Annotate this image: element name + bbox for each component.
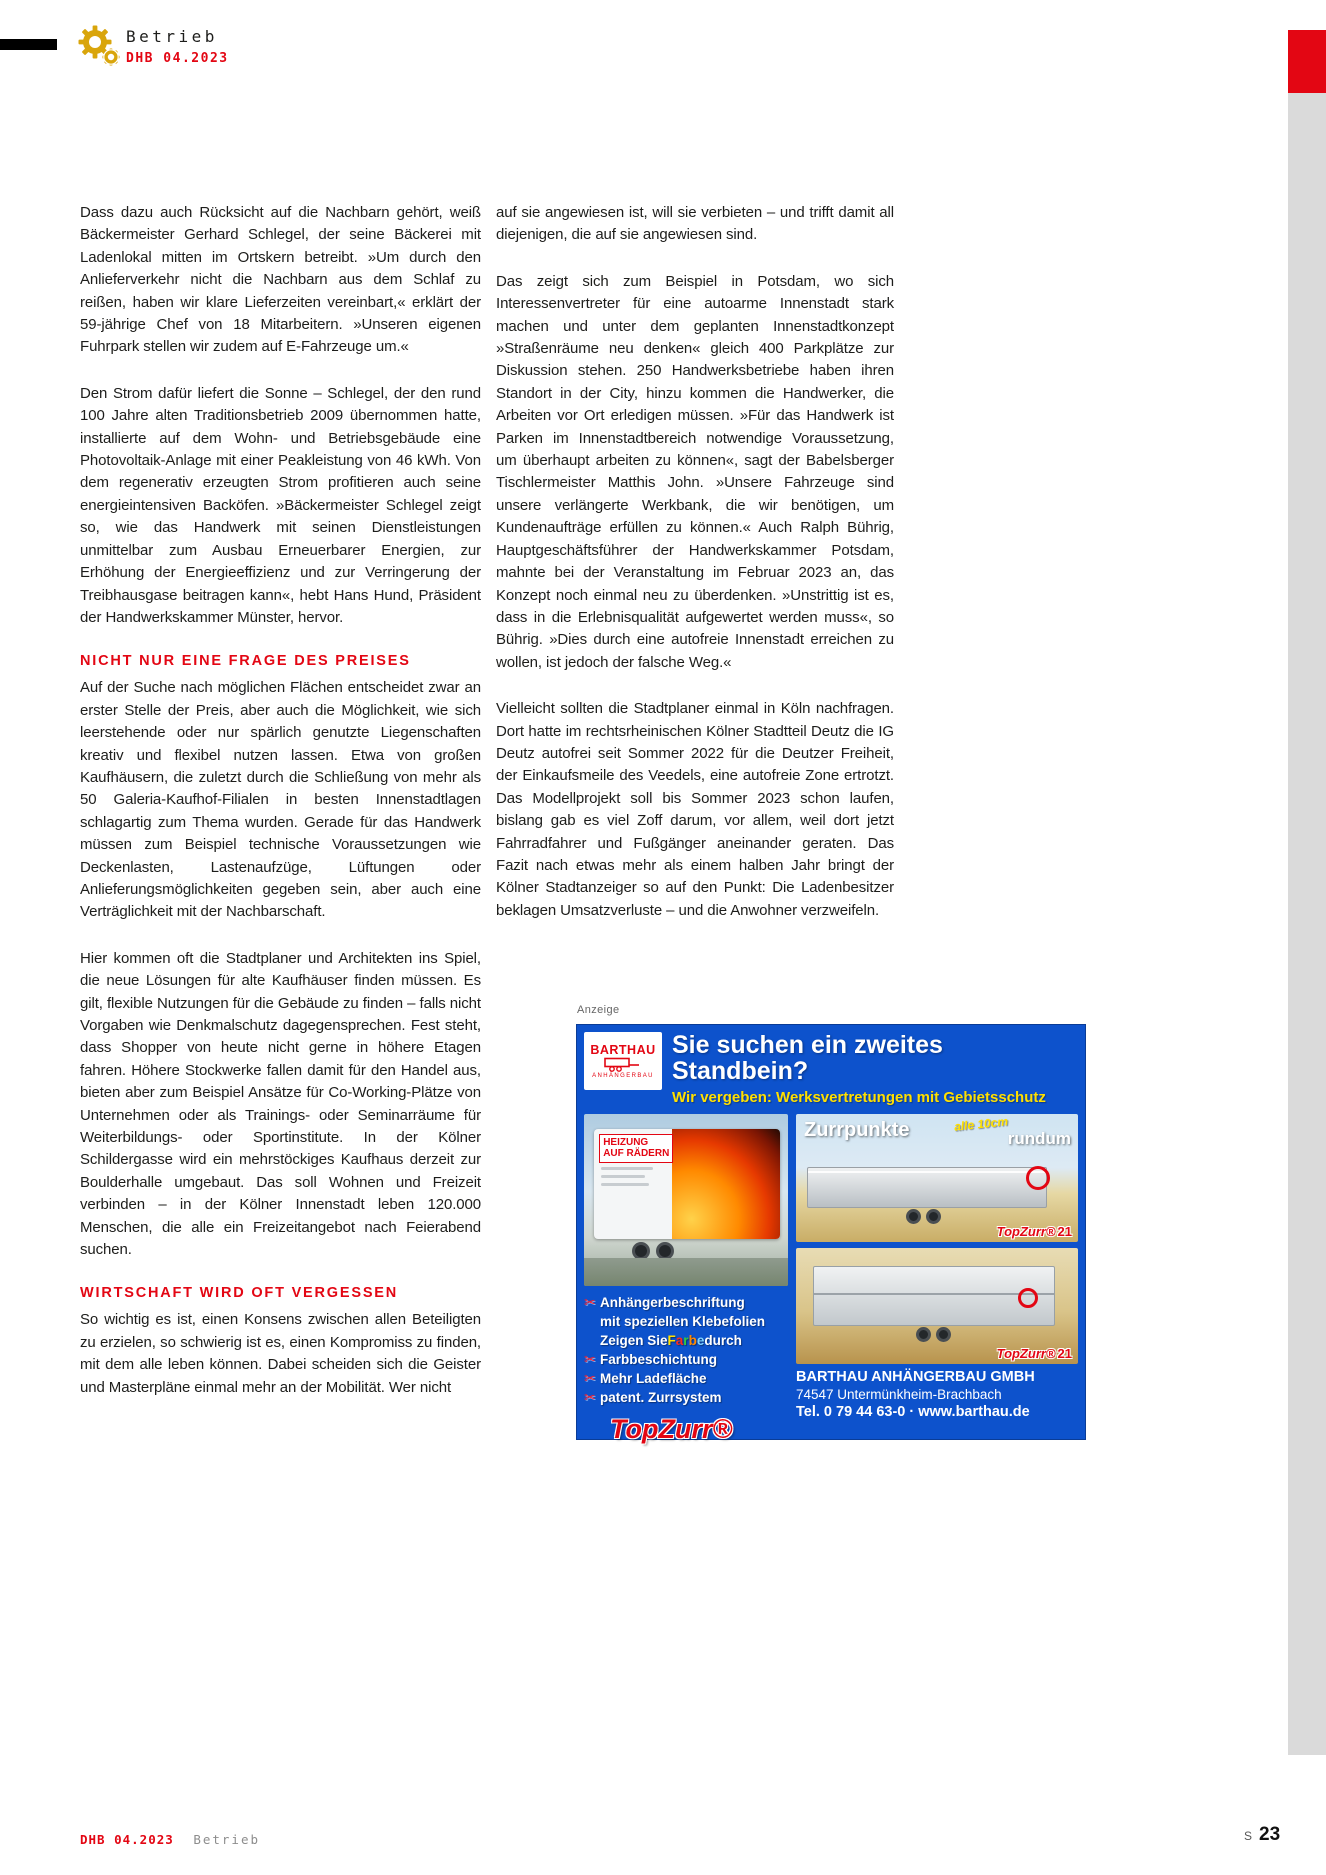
rundum-text: rundum: [1007, 1128, 1071, 1148]
paragraph: Hier kommen oft die Stadtplaner und Architekten ins Spiel, die neue Lösungen für alte Kaufhäuser finden müssen. Es gilt, flexible Nutzungen für die Gebäude zu finden – falls nicht Vorgaben wie Denkmalschutz dagegensprechen. Fest steht, dass Shopper von heute nicht gerne in höhere Etagen fahren. Höhere Stockwerke fallen damit für den Handel aus, bieten aber zum Beispiel Ansätze für Co-Working-Plätze von Unternehmen oder als Trainings- oder Seminarräume für Weiterbildungs- oder Sportinstitute. In der Kölner Schildergasse wird ein mehrstöckiges Kaufhaus derzeit zur Boulderhalle umgebaut. Das soll Wohnen und Freizeit verbinden – in der Kölner Innenstadt leben 120.000 Menschen, die alle ein Freizeitangebot nach Feierabend suchen.: [80, 949, 481, 1259]
ad-headline-block: [672, 1032, 1078, 1106]
issue-label: DHB 04.2023: [126, 51, 229, 66]
flatbed-trailer-illustration: [807, 1167, 1047, 1207]
ad-left-column: [584, 1114, 788, 1445]
heizung-line2: AUF RÄDERN: [603, 1148, 670, 1160]
flame-graphic: [672, 1129, 780, 1239]
wheel: [906, 1209, 921, 1224]
zurr-point-icon: [1026, 1166, 1050, 1190]
topzurr-badge: [997, 1224, 1072, 1239]
farbe-letter: F: [667, 1332, 676, 1348]
ad-marker-label: Anzeige: [577, 1004, 620, 1016]
ad-headline: Sie suchen ein zweites Standbein?: [672, 1031, 943, 1086]
trailer-icon: [603, 1057, 643, 1072]
page-letter: S: [1244, 1829, 1253, 1843]
fine-print-line: [601, 1175, 645, 1178]
barthau-logo-sub: ANHÄNGERBAU: [592, 1073, 654, 1079]
feature-text: Anhängerbeschriftung: [600, 1294, 745, 1310]
feature-item: [584, 1350, 788, 1369]
wheel: [632, 1242, 650, 1260]
paragraph: Auf der Suche nach möglichen Flächen entscheidet zwar an erster Stelle der Preis, aber auch die Möglichkeit, wie sich leerstehende oder nur spärlich genutzte Liegenschaften kreativ und flexibel nutzen lassen. Etwa von großen Kaufhäusern, die zuletzt durch die Schließung von mehr als 50 Galeria-Kaufhof-Filialen in besten Innenstadtlagen schlagartig zum Thema wurden. Gerade für das Handwerk müssen zum Beispiel technische Voraussetzungen wie Deckenlasten, Lastenaufzüge, Lüftungen oder Anlieferungsmöglichkeiten gegeben sein, aber auch eine Verträglichkeit mit der Nachbarschaft.: [80, 679, 481, 921]
paragraph: Vielleicht sollten die Stadtplaner einmal in Köln nachfragen. Dort hatte im rechtsrheinischen Kölner Stadtteil Deutz die IG Deutz autofrei seit Sommer 2022 für die Deutzer Freiheit, der Einkaufsmeile des Veedels, eine autofreie Zone ertrotzt. Das Modellprojekt soll bis Sommer 2023 schon laufen, bislang gab es viel Zoff darum, vor allem, weil dort jetzt Fahrradfahrer und Fußgänger aneinander geraten. Das Fazit nach etwas mehr als einem halben Jahr bringt der Kölner Stadtanzeiger so auf den Punkt: Die Ladenbesitzer beklagen Umsatzverluste – und die Anwohner verzweifeln.: [496, 700, 894, 919]
footer: [80, 1832, 260, 1847]
feature-item: [584, 1331, 788, 1350]
wheel: [916, 1327, 931, 1342]
ad-company-block: [796, 1369, 1078, 1420]
ad-feature-list: [584, 1293, 788, 1407]
trailer-rail: [808, 1171, 1046, 1173]
feature-text: Farbbeschichtung: [600, 1351, 718, 1367]
company-address: 74547 Untermünkheim-Brachbach: [796, 1386, 1002, 1402]
subheading: WIRTSCHAFT WIRD OFT VERGESSEN: [80, 1285, 399, 1302]
farbe-letter: e: [696, 1332, 705, 1348]
ad-body: [584, 1114, 1078, 1445]
farbe-letter: b: [688, 1332, 697, 1348]
wheel: [936, 1327, 951, 1342]
footer-section: Betrieb: [193, 1832, 261, 1847]
scissors-icon: ✂: [584, 1350, 596, 1367]
page-number: [1244, 1824, 1280, 1846]
topzurr-trailer-photo: [796, 1248, 1078, 1364]
zurrpunkte-trailer-photo: [796, 1114, 1078, 1242]
gear-icon: [76, 22, 122, 68]
ground: [584, 1258, 788, 1286]
barthau-logo-name: BARTHAU: [590, 1043, 656, 1057]
barthau-advertisement: [576, 1024, 1086, 1444]
footer-issue: DHB 04.2023: [80, 1832, 174, 1847]
section-title: Betrieb: [126, 27, 218, 46]
page-num: 23: [1259, 1824, 1281, 1845]
feature-item: [584, 1388, 788, 1407]
barthau-logo: [584, 1032, 662, 1090]
alle-10cm-text: alle 10cm: [953, 1113, 1009, 1134]
top-left-rule: [0, 39, 57, 50]
topzurr-badge: [997, 1346, 1072, 1361]
section-logo: [76, 22, 122, 68]
box-trailer-illustration: [594, 1129, 780, 1239]
scissors-icon: ✂: [584, 1388, 596, 1405]
farbe-letter: a: [675, 1332, 684, 1348]
topzurr-number: 21: [1057, 1223, 1072, 1239]
zurrpunkte-text: Zurrpunkte: [804, 1118, 910, 1141]
topzurr-number: 21: [1057, 1345, 1072, 1361]
wheel: [656, 1242, 674, 1260]
scissors-icon: ✂: [584, 1369, 596, 1386]
company-name: BARTHAU ANHÄNGERBAU GMBH: [796, 1368, 1035, 1385]
topzurr-brand: TopZurr®: [996, 1345, 1056, 1361]
feature-text: Zeigen Sie: [600, 1332, 668, 1348]
paragraph: So wichtig es ist, einen Konsens zwischen allen Beteiligten zu erzielen, so schwierig ist es, einen Kompromiss zu finden, mit dem alle leben können. Dabei scheiden sich die Geister und Masterpläne einmal mehr an der Mobilität. Wer nicht: [80, 1311, 481, 1396]
paragraph: Dass dazu auch Rücksicht auf die Nachbarn gehört, weiß Bäckermeister Gerhard Schlegel, der seine Bäckerei mit Ladenlokal mitten im Ortskern betreibt. »Um durch den Anlieferverkehr nicht die Nachbarn aus dem Schlaf zu reißen, haben wir klare Lieferzeiten vereinbart,« erklärt der 59-jährige Chef von 18 Mitarbeitern. »Unseren eigenen Fuhrpark stellen wir zudem auf E-Fahrzeuge um.«: [80, 204, 481, 356]
feature-item: [584, 1369, 788, 1388]
subheading: NICHT NUR EINE FRAGE DES PREISES: [80, 653, 411, 670]
topzurr-logo: TopZurr®: [610, 1413, 733, 1444]
feature-item: [584, 1293, 788, 1312]
paragraph: Das zeigt sich zum Beispiel in Potsdam, wo sich Interessenvertreter für eine autoarme Innenstadt stark machen und unter dem geplanten Innenstadtkonzept »Straßenräume neu denken« gleich 400 Parkplätze zur Diskussion stehen. 250 Handwerksbetriebe haben ihren Standort in der City, hinzu kommen die Handwerker, die Arbeiten vor Ort erledigen müssen. »Für das Handwerk ist Parken im Innenstadtbereich notwendige Voraussetzung, um überhaupt arbeiten zu können«, sagt der Babelsberger Tischlermeister Matthis John. »Unsere Fahrzeuge sind unsere verlängerte Werkbank, die wir benötigen, um Kundenaufträge erfüllen zu können.« Auch Ralph Bührig, Hauptgeschäftsführer der Handwerkskammer Potsdam, mahnte bei der Veranstaltung im Februar 2023 an, das Konzept noch einmal neu zu überdenken. »Unstrittig ist es, dass in die Erlebnisqualität aufgewertet werden muss«, so Bührig. »Dies durch eine autofreie Innenstadt erreichen zu wollen, ist jedoch der falsche Weg.«: [496, 272, 894, 671]
side-thumb-strip: [1288, 93, 1326, 1755]
feature-text: Mehr Ladefläche: [600, 1370, 707, 1386]
fine-print-line: [601, 1183, 649, 1186]
ad-subline: Wir vergeben: Werksvertretungen mit Gebietsschutz: [672, 1088, 1046, 1106]
farbe-letter: r: [683, 1332, 689, 1348]
feature-text: patent. Zurrsystem: [600, 1389, 722, 1405]
feature-text: durch: [704, 1332, 742, 1348]
feature-item: [584, 1312, 788, 1331]
article-column-left: [80, 202, 481, 1423]
heizung-trailer-photo: [584, 1114, 788, 1286]
paragraph: auf sie angewiesen ist, will sie verbieten – und trifft damit all diejenigen, die auf sie angewiesen sind.: [496, 204, 894, 244]
topzurr-brand: TopZurr®: [996, 1223, 1056, 1239]
red-corner-tab: [1288, 30, 1326, 93]
heizung-line1: HEIZUNG: [603, 1136, 649, 1148]
scissors-icon: ✂: [584, 1293, 596, 1310]
ad-header: [584, 1032, 1078, 1106]
wheel: [926, 1209, 941, 1224]
feature-text: mit speziellen Klebefolien: [600, 1313, 766, 1329]
article-column-right: [496, 202, 894, 946]
fine-print-line: [601, 1167, 653, 1170]
ad-right-column: [796, 1114, 1078, 1445]
company-contact: Tel. 0 79 44 63-0 · www.barthau.de: [796, 1403, 1030, 1420]
paragraph: Den Strom dafür liefert die Sonne – Schlegel, der den rund 100 Jahre alten Traditionsbetrieb 2009 übernommen hatte, installierte auf dem Wohn- und Betriebsgebäude eine Photovoltaik-Anlage mit einer Peakleistung von 46 kWh. Von dem regenerativ erzeugten Strom profitieren auch seine energieintensiven Backöfen. »Bäckermeister Schlegel zeigt so, wie das Handwerk mit seinen Dienstleistungen unmittelbar zum Ausbau Erneuerbarer Energien, zur Erhöhung der Energieeffizienz und zur Verringerung der Treibhausgase beitragen kann«, hebt Hans Hund, Präsident der Handwerkskammer Münster, hervor.: [80, 384, 481, 626]
heizung-label: [599, 1134, 673, 1163]
zurr-point-icon: [1018, 1288, 1038, 1308]
page-header: [126, 27, 229, 66]
